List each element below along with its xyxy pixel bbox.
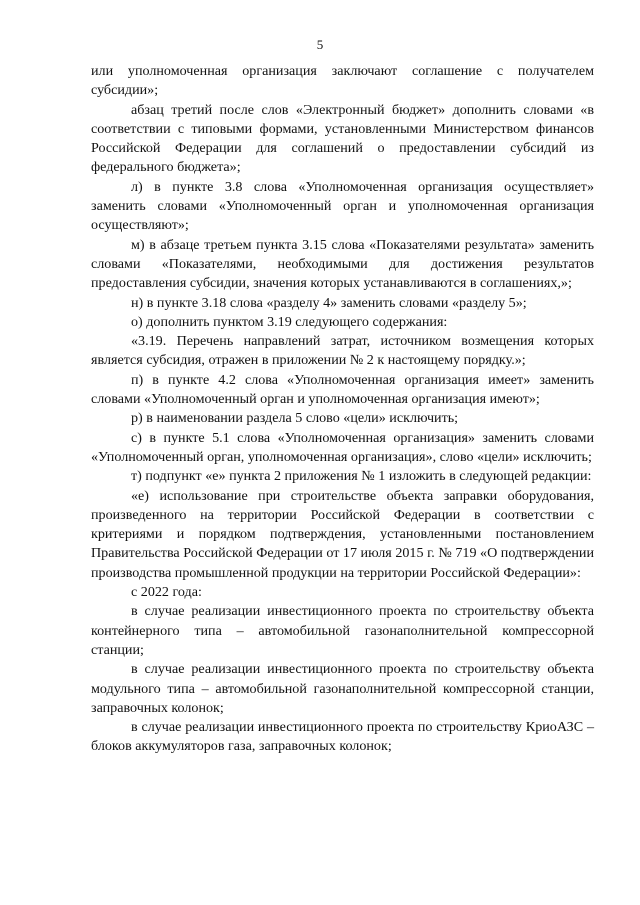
paragraph: в случае реализации инвестиционного проекта по строительству объекта модульного типа – автомобильной газонаполнительной компрессорной станции, заправочных колонок; xyxy=(91,661,594,716)
paragraph: «е) использование при строительстве объекта заправки оборудования, произведенного на территории Российской Федерации в соответствии с критериями и порядком подтверждения, установленными постановлением Правительства Российской Федерации от 17 июля 2015 г. № 719 «О подтверждении производства промышленной продукции на территории Российской Федерации»: xyxy=(91,487,594,581)
page-number: 5 xyxy=(316,37,324,52)
paragraph: в случае реализации инвестиционного проекта по строительству КриоАЗС – блоков аккумуляторов газа, заправочных колонок; xyxy=(91,719,594,755)
paragraph: в случае реализации инвестиционного проекта по строительству объекта контейнерного типа – автомобильной газонаполнительной компрессорной станции; xyxy=(91,603,594,658)
paragraph: о) дополнить пунктом 3.19 следующего содержания: xyxy=(131,313,448,330)
paragraph: м) в абзаце третьем пункта 3.15 слова «Показателями результата» заменить словами «Показателями, необходимыми для достижения результатов предоставления субсидии, значения которых устанавливаются в соглашениях,»; xyxy=(91,236,594,292)
paragraph: или уполномоченная организация заключают соглашение с получателем субсидии»; xyxy=(91,63,594,99)
paragraph: с 2022 года: xyxy=(131,584,202,601)
paragraph: н) в пункте 3.18 слова «разделу 4» заменить словами «разделу 5»; xyxy=(131,294,527,311)
paragraph: «3.19. Перечень направлений затрат, источником возмещения которых является субсидия, отражен в приложении № 2 к настоящему порядку.»; xyxy=(91,333,594,369)
paragraph: р) в наименовании раздела 5 слово «цели» исключить; xyxy=(131,410,459,427)
paragraph: п) в пункте 4.2 слова «Уполномоченная организация имеет» заменить словами «Уполномоченный орган и уполномоченная организация имеют»; xyxy=(91,371,594,408)
paragraph: т) подпункт «е» пункта 2 приложения № 1 изложить в следующей редакции: xyxy=(131,468,592,485)
document-body xyxy=(91,62,594,757)
paragraph: абзац третий после слов «Электронный бюджет» дополнить словами «в соответствии с типовыми формами, установленными Министерством финансов Российской Федерации для соглашений о предоставлении субсидий из федерального бюджета»; xyxy=(91,101,594,176)
paragraph: л) в пункте 3.8 слова «Уполномоченная организация осуществляет» заменить словами «Уполномоченный орган и уполномоченная организация осуществляют»; xyxy=(91,178,594,234)
paragraph: с) в пункте 5.1 слова «Уполномоченная организация» заменить словами «Уполномоченный орган, уполномоченная организация», слово «цели» исключить; xyxy=(91,429,594,465)
